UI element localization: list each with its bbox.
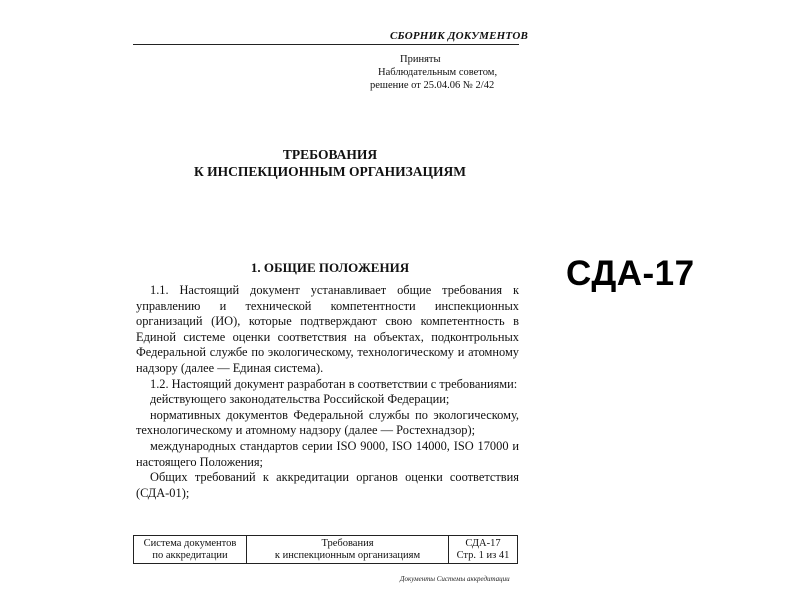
footer-cell-page [449,536,517,563]
document-code-label: СДА-17 [566,254,695,293]
collection-header-title: СБОРНИК ДОКУМЕНТОВ [390,30,529,42]
footer-cell-text: к инспекционным организациям [274,549,421,561]
approval-line-1: Приняты [400,54,441,65]
document-title [140,146,520,180]
requirement-item: международных стандартов серии ISO 9000, ISO 14000, ISO 17000 и настоящего Положения; [136,438,519,469]
document-title-line-1: ТРЕБОВАНИЯ [282,147,378,162]
footer-cell-system [134,536,247,563]
footer-table [133,535,518,564]
footer-note: Документы Системы аккредитации [400,575,510,583]
footer-cell-text: СДА-17 [465,537,501,549]
header-rule [133,44,519,45]
approval-line-2: Наблюдательным советом, [378,67,498,78]
footer-cell-text: Требования [321,537,374,549]
approval-block [370,53,530,92]
footer-cell-title [247,536,449,563]
paragraph-1-1: 1.1. Настоящий документ устанавливает общие требования к управлению и технической компетентности инспекционных организаций (ИО), которые подтверждают свою компетентность в Единой системе оценки соответствия на объектах, подконтрольных Федеральной службе по экологическому, технологическому и атомному надзору (далее — Единая система). [136,283,519,375]
document-body [136,283,519,501]
footer-cell-text: по аккредитации [152,549,228,561]
footer-cell-text: Система документов [143,537,237,549]
paragraph-1-2: 1.2. Настоящий документ разработан в соответствии с требованиями: [150,376,518,391]
approval-line-3: решение от 25.04.06 № 2/42 [370,80,495,91]
section-heading: 1. ОБЩИЕ ПОЛОЖЕНИЯ [250,260,410,275]
document-title-line-2: К ИНСПЕКЦИОННЫМ ОРГАНИЗАЦИЯМ [193,164,467,179]
footer-cell-text: Стр. 1 из 41 [456,549,510,561]
requirement-item: Общих требований к аккредитации органов оценки соответствия (СДА-01); [136,470,519,500]
requirement-item: действующего законодательства Российской Федерации; [150,392,450,407]
requirement-item: нормативных документов Федеральной службы по экологическому, технологическому и атомному надзору (далее — Ростехнадзор); [136,407,519,438]
